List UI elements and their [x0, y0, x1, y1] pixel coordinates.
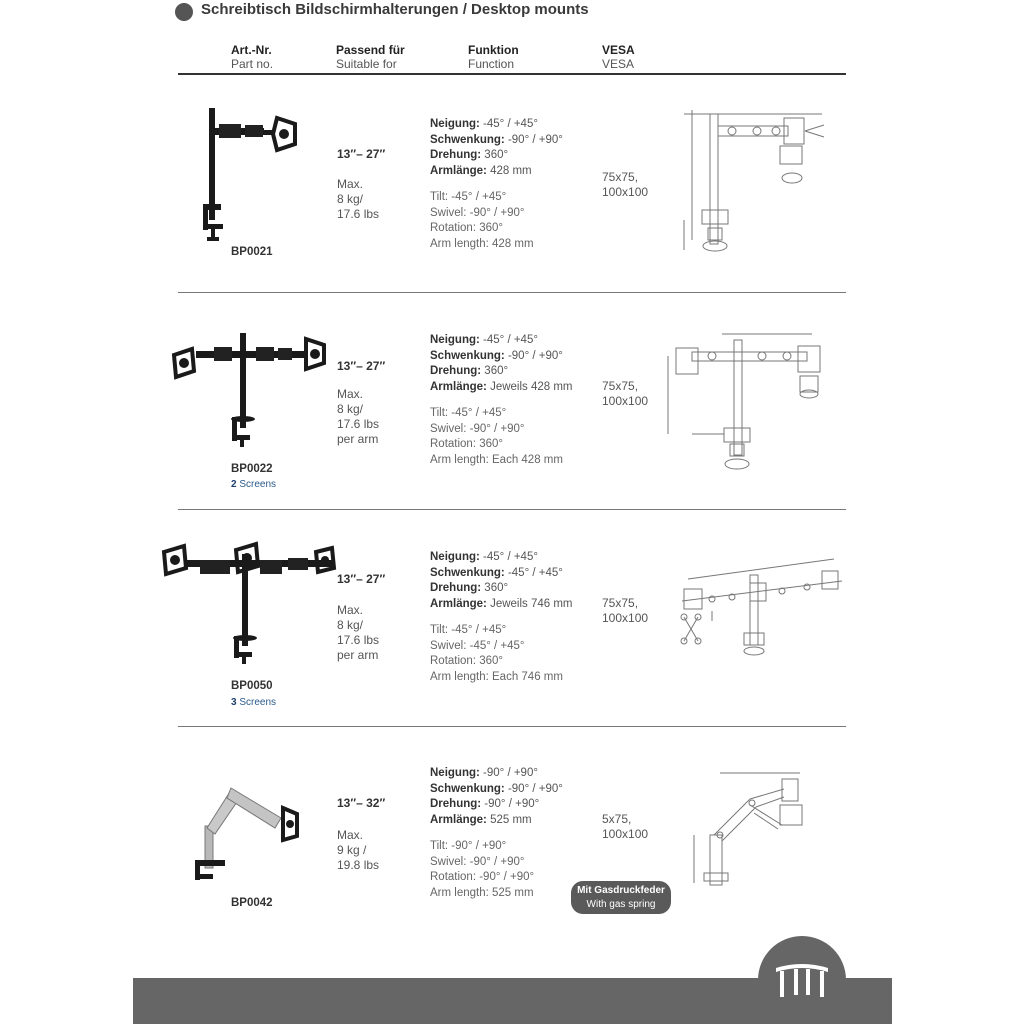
column-header-en: Part no. — [231, 57, 274, 71]
dual-arm-mount-image — [170, 325, 330, 450]
spec-en: Arm length: 525 mm — [430, 886, 534, 899]
spec-en: Swivel: -45° / +45° — [430, 639, 525, 652]
spec-key: Drehung: — [430, 149, 482, 161]
spec-key: Neigung: — [430, 334, 480, 346]
screen-size: 13″– 27″ — [337, 572, 386, 586]
spec-value: -90° / +90° — [481, 798, 540, 810]
spec-value: 525 mm — [486, 813, 532, 826]
spec-value: -45° / +45° — [504, 566, 563, 579]
badge-en: With gas spring — [586, 899, 656, 910]
spec-value: -45° / +45° — [479, 118, 538, 130]
spec-value: Jeweils 428 mm — [486, 380, 573, 393]
row-divider — [178, 726, 846, 727]
spec-en: Tilt: -90° / +90° — [430, 840, 507, 852]
spec-key: Schwenkung: — [430, 133, 505, 146]
column-header-en: Function — [468, 57, 515, 71]
header-rule — [178, 73, 846, 75]
spec-en: Rotation: -90° / +90° — [430, 871, 535, 883]
part-number: BP0021 — [231, 246, 273, 258]
spec-key: Schwenkung: — [430, 566, 505, 579]
spec-key: Drehung: — [430, 582, 482, 594]
vesa-spec: 75x75, 100x100 — [602, 170, 649, 199]
footer-badge — [758, 936, 846, 1024]
spec-en: Swivel: -90° / +90° — [430, 206, 525, 219]
screens-count — [231, 479, 276, 490]
part-number: BP0042 — [231, 897, 273, 909]
technical-drawing — [672, 100, 842, 260]
spec-key: Drehung: — [430, 798, 482, 810]
column-header-de: VESA — [602, 43, 635, 57]
spec-en: Rotation: 360° — [430, 655, 504, 667]
screens-count — [231, 697, 276, 708]
technical-drawing — [662, 326, 842, 476]
title-bullet — [175, 3, 193, 21]
vesa-spec: 75x75, 100x100 — [602, 596, 649, 625]
spec-value: 360° — [481, 582, 509, 594]
page-title: Schreibtisch Bildschirmhalterungen / Desktop mounts — [201, 1, 589, 18]
technical-drawing — [672, 555, 847, 665]
part-number: BP0022 — [231, 463, 273, 475]
spec-value: 360° — [481, 365, 509, 377]
column-header-de: Passend für — [336, 43, 405, 57]
screens-label: Screens — [236, 697, 277, 708]
max-weight: Max. 8 kg/ 17.6 lbs per arm — [337, 603, 380, 662]
column-header-suitable — [336, 43, 405, 71]
gas-spring-arm-image — [185, 778, 305, 883]
row-divider — [178, 292, 846, 293]
triple-arm-mount-image — [160, 538, 340, 668]
vesa-spec: 75x75, 100x100 — [602, 379, 649, 408]
spec-key: Armlänge: — [430, 597, 487, 610]
spec-en: Swivel: -90° / +90° — [430, 855, 525, 868]
part-number: BP0050 — [231, 680, 273, 692]
column-header-de: Art.-Nr. — [231, 43, 272, 57]
screen-size: 13″– 27″ — [337, 147, 386, 161]
single-arm-mount-image — [195, 100, 305, 250]
column-header-function — [468, 43, 519, 71]
screens-label: Screens — [236, 479, 277, 490]
desk-icon — [772, 958, 832, 998]
spec-en: Tilt: -45° / +45° — [430, 407, 507, 419]
technical-drawing — [690, 765, 815, 895]
screens-number: 3 — [231, 697, 237, 708]
spec-value: -90° / +90° — [504, 349, 563, 362]
screen-size: 13″– 27″ — [337, 359, 386, 373]
spec-key: Armlänge: — [430, 813, 487, 826]
spec-key: Schwenkung: — [430, 349, 505, 362]
spec-en: Tilt: -45° / +45° — [430, 624, 507, 636]
column-header-en: VESA — [602, 57, 635, 71]
spec-en: Arm length: Each 746 mm — [430, 670, 563, 683]
spec-value: -90° / +90° — [479, 767, 538, 779]
row-divider — [178, 509, 846, 510]
column-header-en: Suitable for — [336, 57, 397, 71]
spec-key: Drehung: — [430, 365, 482, 377]
badge-de: Mit Gasdruckfeder — [577, 885, 665, 896]
vesa-spec: 5x75, 100x100 — [602, 812, 649, 841]
column-header-part-no — [231, 43, 273, 71]
spec-en: Tilt: -45° / +45° — [430, 191, 507, 203]
spec-value: Jeweils 746 mm — [486, 597, 573, 610]
spec-value: -90° / +90° — [504, 133, 563, 146]
spec-en: Arm length: Each 428 mm — [430, 453, 563, 466]
function-specs — [430, 117, 563, 252]
spec-key: Schwenkung: — [430, 782, 505, 795]
function-specs — [430, 333, 573, 468]
spec-en: Rotation: 360° — [430, 438, 504, 450]
max-weight: Max. 9 kg / 19.8 lbs — [337, 828, 380, 872]
spec-key: Armlänge: — [430, 380, 487, 393]
spec-en: Swivel: -90° / +90° — [430, 422, 525, 435]
function-specs — [430, 550, 573, 685]
function-specs — [430, 766, 563, 901]
spec-key: Armlänge: — [430, 164, 487, 177]
screens-number: 2 — [231, 479, 237, 490]
spec-key: Neigung: — [430, 118, 480, 130]
spec-value: -45° / +45° — [479, 551, 538, 563]
spec-value: -45° / +45° — [479, 334, 538, 346]
max-weight: Max. 8 kg/ 17.6 lbs — [337, 177, 380, 221]
spec-en: Rotation: 360° — [430, 222, 504, 234]
max-weight: Max. 8 kg/ 17.6 lbs per arm — [337, 387, 380, 446]
spec-key: Neigung: — [430, 767, 480, 779]
column-header-vesa — [602, 43, 635, 71]
spec-value: 360° — [481, 149, 509, 161]
spec-value: 428 mm — [486, 164, 532, 177]
spec-value: -90° / +90° — [504, 782, 563, 795]
screen-size: 13″– 32″ — [337, 796, 386, 810]
spec-en: Arm length: 428 mm — [430, 237, 534, 250]
spec-key: Neigung: — [430, 551, 480, 563]
gas-spring-badge — [571, 881, 671, 914]
column-header-de: Funktion — [468, 43, 519, 57]
